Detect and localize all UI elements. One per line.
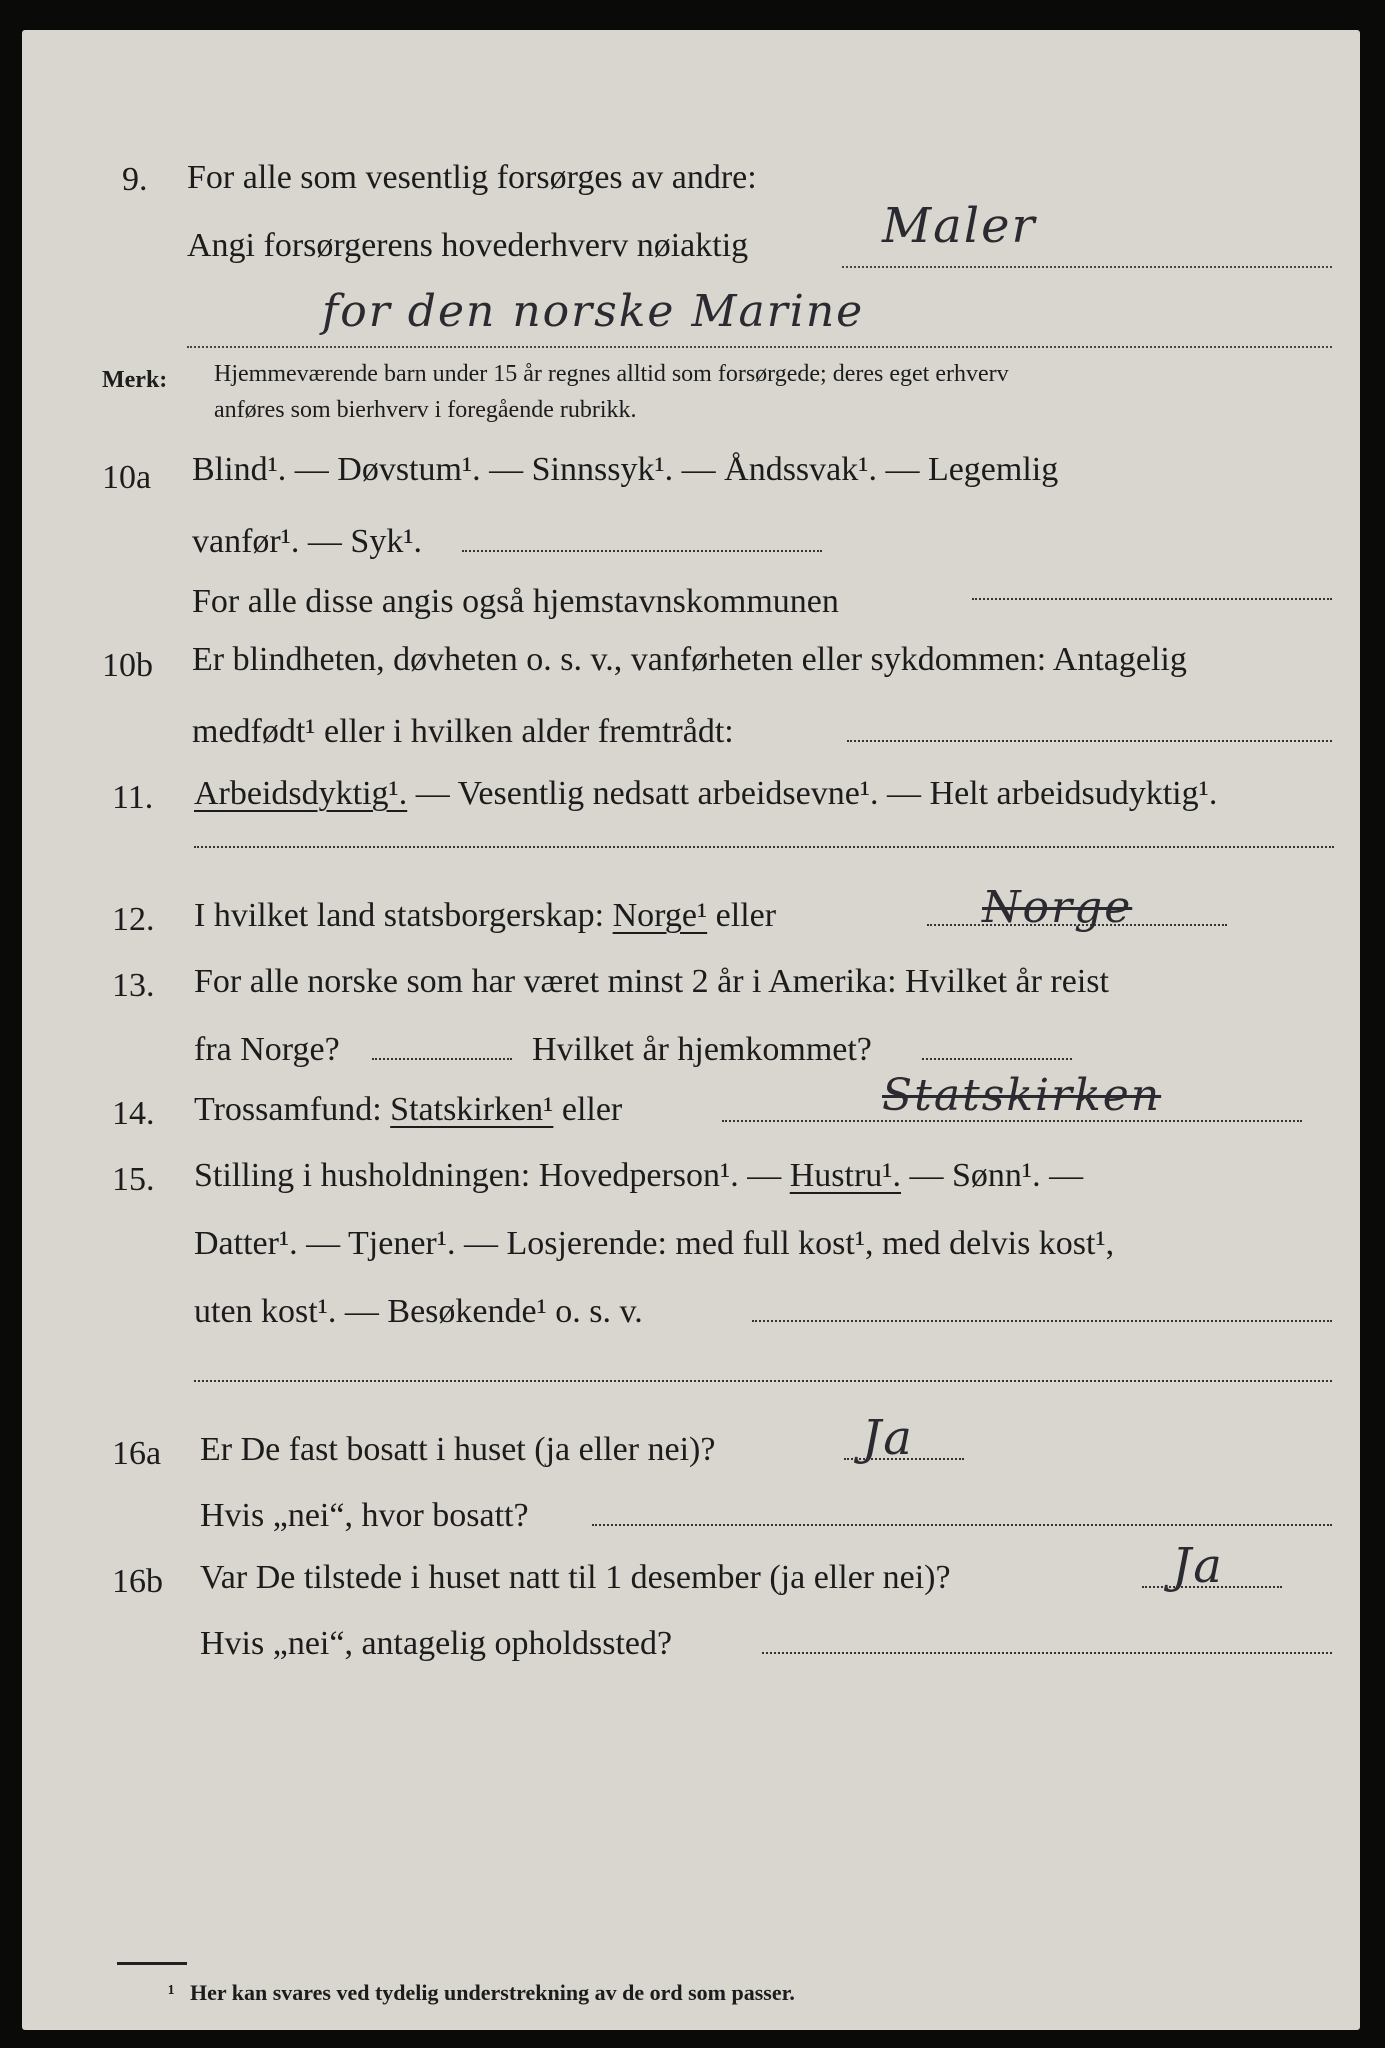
q16a-line1: Er De fast bosatt i huset (ja eller nei)?	[200, 1431, 716, 1468]
q10b-line1: Er blindheten, døvheten o. s. v., vanførheten eller sykdommen: Antagelig	[192, 641, 1187, 678]
q9-number: 9.	[122, 161, 148, 198]
q15-line2: Datter¹. — Tjener¹. — Losjerende: med full kost¹, med delvis kost¹,	[194, 1225, 1115, 1262]
q10b-number: 10b	[102, 647, 153, 684]
q16a-line2: Hvis „nei“, hvor bosatt?	[200, 1497, 529, 1534]
q16a-number: 16a	[112, 1435, 162, 1472]
q13-line1: For alle norske som har været minst 2 år i Amerika: Hvilket år reist	[194, 963, 1109, 1000]
q16b-dotted-line1	[1142, 1586, 1282, 1588]
q14-text: Trossamfund:	[194, 1091, 382, 1128]
q11-number: 11.	[112, 779, 154, 816]
q10a-number: 10a	[102, 459, 152, 496]
footnote-rule	[117, 1962, 187, 1965]
q12-rest: eller	[707, 897, 777, 934]
q14-answer-struck: Statskirken	[882, 1070, 1162, 1121]
q10b-dotted-line	[847, 740, 1332, 742]
q11-rest: — Vesentlig nedsatt arbeidsevne¹. — Helt arbeidsudyktig¹.	[407, 775, 1218, 812]
q16b-dotted-line2	[762, 1652, 1332, 1654]
q16b-number: 16b	[112, 1563, 163, 1600]
q13-dotted-line-reist	[372, 1058, 512, 1060]
merk-label: Merk:	[102, 367, 168, 393]
q14-underlined-answer: Statskirken¹	[390, 1091, 554, 1128]
q9-answer-line2	[187, 346, 1332, 348]
q12-answer-struck: Norge	[982, 882, 1133, 933]
q16b-line1: Var De tilstede i huset natt til 1 desember (ja eller nei)?	[200, 1559, 951, 1596]
q13-line2b: Hvilket år hjemkommet?	[532, 1031, 872, 1068]
q10a-line2: vanfør¹. — Syk¹.	[192, 523, 423, 560]
q16b-line2: Hvis „nei“, antagelig opholdssted?	[200, 1625, 673, 1662]
q15-underlined-answer: Hustru¹.	[789, 1157, 901, 1194]
q9-answer-occupation: Maler	[882, 198, 1037, 254]
q12-number: 12.	[112, 901, 155, 938]
q16a-dotted-line1	[844, 1458, 964, 1460]
q14-dotted-line	[722, 1120, 1302, 1122]
q12-text: I hvilket land statsborgerskap:	[194, 897, 605, 934]
q14-line	[194, 1090, 622, 1130]
q11-dotted-line	[194, 846, 1334, 848]
q9-answer-employer: for den norske Marine	[322, 286, 865, 337]
q16b-answer: Ja	[1172, 1538, 1224, 1594]
q14-number: 14.	[112, 1095, 155, 1132]
merk-line2: anføres som bierhverv i foregående rubrikk.	[214, 397, 637, 423]
q9-line1: For alle som vesentlig forsørges av andre:	[187, 159, 757, 196]
q15-line1b: — Sønn¹. —	[900, 1157, 1084, 1194]
q10b-line2: medfødt¹ eller i hvilken alder fremtrådt:	[192, 713, 734, 750]
q15-line1	[194, 1156, 1083, 1196]
footnote-mark: ¹	[168, 1980, 175, 2005]
q10a-line1: Blind¹. — Døvstum¹. — Sinnssyk¹. — Åndssvak¹. — Legemlig	[192, 451, 1059, 488]
q11-underlined-answer: Arbeidsdyktig¹.	[194, 775, 408, 812]
q12-dotted-line	[927, 924, 1227, 926]
q11-line	[194, 774, 1217, 814]
q13-number: 13.	[112, 967, 155, 1004]
q9-line2: Angi forsørgerens hovederhverv nøiaktig	[187, 227, 749, 264]
q12-underlined-answer: Norge¹	[612, 897, 708, 934]
q10a-dotted-line1	[462, 550, 822, 552]
q12-line	[194, 896, 776, 936]
q16a-answer: Ja	[862, 1410, 914, 1466]
merk-line1: Hjemmeværende barn under 15 år regnes alltid som forsørgede; deres eget erhverv	[214, 361, 1009, 387]
q15-line3: uten kost¹. — Besøkende¹ o. s. v.	[194, 1293, 643, 1330]
q15-dotted-line1	[752, 1320, 1332, 1322]
q13-line2a: fra Norge?	[194, 1031, 340, 1068]
q15-number: 15.	[112, 1161, 155, 1198]
q10a-dotted-line2	[972, 598, 1332, 600]
q15-dotted-line2	[194, 1380, 1332, 1382]
q14-rest: eller	[553, 1091, 623, 1128]
q13-dotted-line-hjem	[922, 1058, 1072, 1060]
q15-line1a: Stilling i husholdningen: Hovedperson¹. —	[194, 1157, 790, 1194]
census-form-page	[22, 30, 1360, 2030]
q10a-line3: For alle disse angis også hjemstavnskommunen	[192, 583, 839, 620]
q9-answer-line1	[842, 266, 1332, 268]
q16a-dotted-line2	[592, 1524, 1332, 1526]
footnote-text: Her kan svares ved tydelig understrekning av de ord som passer.	[190, 1980, 795, 2005]
